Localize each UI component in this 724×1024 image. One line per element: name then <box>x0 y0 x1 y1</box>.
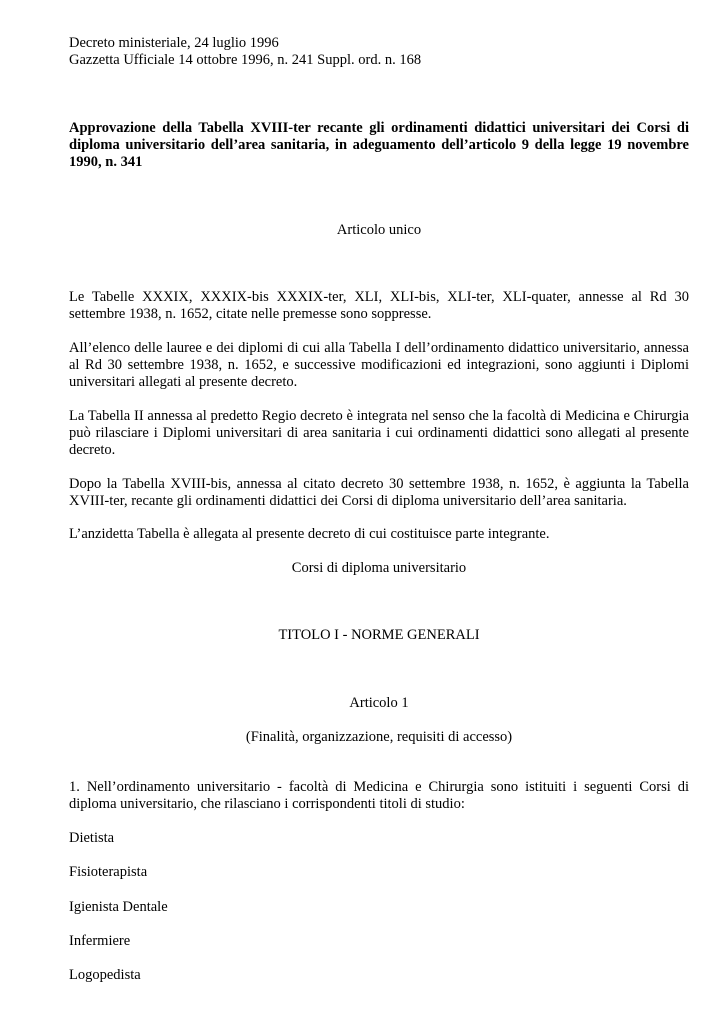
course-item-infermiere: Infermiere <box>69 933 131 949</box>
course-item-dietista: Dietista <box>69 830 115 846</box>
paragraph-2: All’elenco delle lauree e dei diplomi di cui alla Tabella I dell’ordinamento didattico universitario, annessa al Rd 30 settembre 1938, n. 1652, e successive modificazioni ed integrazioni, sono aggiunti i Diplomi universitari allegati al presente decreto. <box>69 340 689 390</box>
course-item-fisioterapista: Fisioterapista <box>69 864 148 880</box>
article-1-heading: Articolo 1 <box>349 695 409 711</box>
article-1-subtitle: (Finalità, organizzazione, requisiti di accesso) <box>245 729 513 745</box>
article-1-paragraph: 1. Nell’ordinamento universitario - facoltà di Medicina e Chirurgia sono istituiti i seguenti Corsi di diploma universitario, che rilasciano i corrispondenti titoli di studio: <box>69 779 689 812</box>
course-item-logopedista: Logopedista <box>69 967 141 983</box>
title-text: Approvazione della Tabella XVIII-ter recante gli ordinamenti didattici universitari dei Corsi di diploma universitario dell’area sanitaria, in adeguamento dell’articolo 9 della legge 19 novembre 1990, n. 341 <box>69 120 689 170</box>
article-unico-heading: Articolo unico <box>336 222 422 238</box>
paragraph-4: Dopo la Tabella XVIII-bis, annessa al citato decreto 30 settembre 1938, n. 1652, è aggiunta la Tabella XVIII-ter, recante gli ordinamenti didattici dei Corsi di diploma universitario dell’area sanitaria. <box>69 476 689 509</box>
paragraph-1: Le Tabelle XXXIX, XXXIX-bis XXXIX-ter, XLI, XLI-bis, XLI-ter, XLI-quater, annesse al Rd 30 settembre 1938, n. 1652, citate nelle premesse sono soppresse. <box>69 289 689 322</box>
paragraph-5: L’anzidetta Tabella è allegata al presente decreto di cui costituisce parte integrante. <box>69 526 550 542</box>
document-title <box>69 120 689 171</box>
header-decree-line: Decreto ministeriale, 24 luglio 1996 <box>69 35 279 51</box>
header-gazette-line: Gazzetta Ufficiale 14 ottobre 1996, n. 241 Suppl. ord. n. 168 <box>69 52 422 68</box>
paragraph-3: La Tabella II annessa al predetto Regio decreto è integrata nel senso che la facoltà di Medicina e Chirurgia può rilasciare i Diplomi universitari di area sanitaria i cui ordinamenti didattici sono allegati al presente decreto. <box>69 408 689 458</box>
course-item-igienista-dentale: Igienista Dentale <box>69 899 168 915</box>
section-heading: Corsi di diploma universitario <box>291 560 467 576</box>
document-header <box>69 35 689 69</box>
titolo-heading: TITOLO I - NORME GENERALI <box>278 627 480 643</box>
